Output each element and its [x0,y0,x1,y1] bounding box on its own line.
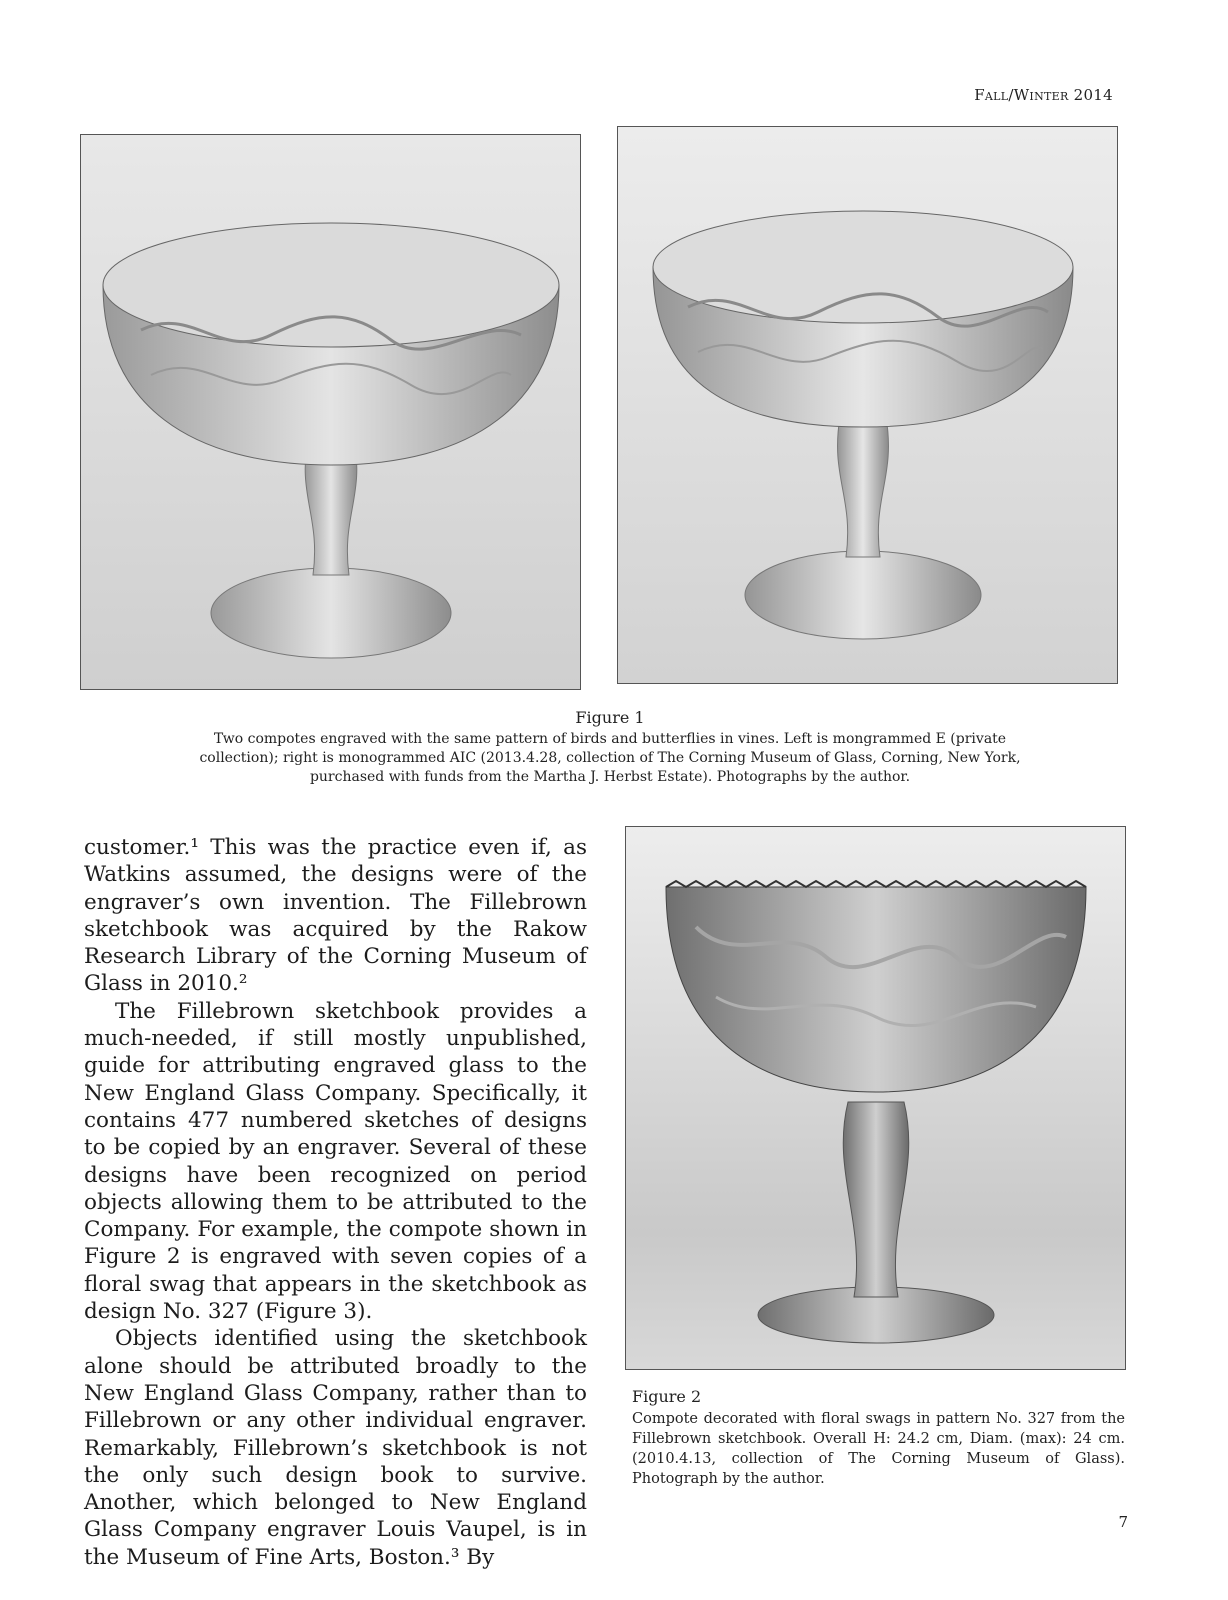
compote-left-image [81,135,580,689]
figure1-caption-line1: Two compotes engraved with the same pattern of birds and butterflies in vines. Left is mongrammed E (private [213,731,1007,747]
figure1-caption [160,708,1060,787]
compote-floral-image [626,827,1125,1369]
page-number: 7 [1118,1513,1128,1531]
figure1-photo-right [617,126,1118,684]
figure2-caption [632,1387,1125,1489]
figure2-label: Figure 2 [632,1387,702,1406]
paragraph-1: customer.¹ This was the practice even if, as Watkins assumed, the designs were of the engraver’s own invention. The Fillebrown sketchbook was acquired by the Rakow Research Library of the Corning Museum of Glass in 2010.² [84,835,587,997]
paragraph-3: Objects identified using the sketchbook alone should be attributed broadly to the New England Glass Company, rather than to Fillebrown or any other individual engraver. Remarkably, Fillebrown’s sketchbook is not the only such design book to survive. Another, which belonged to New England Glass Company engraver Louis Vaupel, is in the Museum of Fine Arts, Boston.³ By [84,1326,587,1570]
figure1-label: Figure 1 [575,708,645,727]
article-body [84,834,587,1571]
figure1-caption-line2: collection); right is monogrammed AIC (2013.4.28, collection of The Corning Museum of Glass, Corning, New York, [199,750,1021,766]
compote-right-image [618,127,1117,683]
paragraph-2: The Fillebrown sketchbook provides a much-needed, if still mostly unpublished, guide for attributing engraved glass to the New England Glass Company. Specifically, it contains 477 numbered sketches of designs to be copied by an engraver. Several of these designs have been recognized on period objects allowing them to be attributed to the Company. For example, the compote shown in Figure 2 is engraved with seven copies of a floral swag that appears in the sketchbook as design No. 327 (Figure 3). [84,998,587,1325]
running-head: Fall/Winter 2014 [974,86,1113,104]
figure1-photo-left [80,134,581,690]
figure2-photo [625,826,1126,1370]
figure1-caption-line3: purchased with funds from the Martha J. Herbst Estate). Photographs by the author. [309,769,911,785]
figure2-caption-text: Compote decorated with floral swags in pattern No. 327 from the Fillebrown sketchbook. Overall H: 24.2 cm, Diam. (max): 24 cm. (2010.4.13, collection of The Corning Museum of Glass). Photograph by the author. [632,1411,1125,1487]
